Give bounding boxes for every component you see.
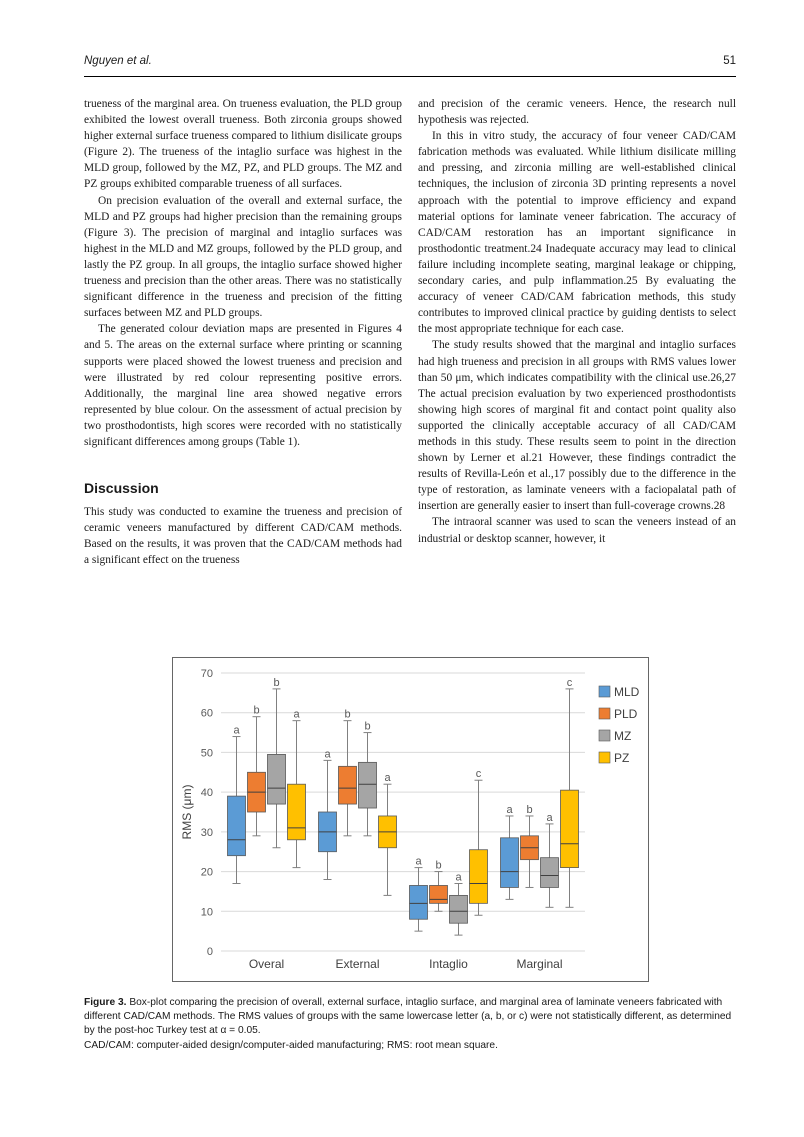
- running-header-author: Nguyen et al.: [84, 55, 152, 67]
- box: [450, 895, 468, 923]
- legend-swatch: [599, 686, 610, 697]
- significance-letter: c: [475, 768, 482, 781]
- left-column: [84, 96, 402, 569]
- x-category-label: Intaglio: [429, 957, 468, 971]
- significance-letter: b: [253, 704, 260, 717]
- y-tick-label: 0: [206, 946, 213, 958]
- x-category-label: External: [335, 957, 380, 971]
- y-tick-label: 40: [200, 787, 213, 800]
- significance-letter: b: [344, 708, 351, 721]
- body-paragraph: In this in vitro study, the accuracy of four veneer CAD/CAM fabrication methods was evaluated. While lithium disilicate milling and pressing, and zirconia milling are well-established clinical techniques, the inclusion of zirconia 3D printing represents a novel approach with the potential to improve efficiency and expand material options for laminate veneer fabrication. The accuracy of CAD/CAM restoration has an important significance in prosthodontic treatment.24 Inadequate accuracy may lead to clinical failure including incomplete seating, marginal leakage or chipping, secondary caries, and pulp inflammation.25 By evaluating the accuracy of veneer CAD/CAM fabrication methods, this study contributes to improved clinical practice by guiding dentists to select the most appropriate technique for each case.: [418, 130, 736, 336]
- significance-letter: a: [384, 772, 391, 785]
- legend-label: MZ: [614, 729, 632, 743]
- legend-label: PLD: [614, 707, 638, 721]
- legend-label: MLD: [614, 685, 640, 699]
- x-category-label: Marginal: [516, 957, 563, 971]
- box: [268, 754, 286, 804]
- page-number: 51: [723, 55, 736, 67]
- significance-letter: a: [293, 708, 300, 721]
- y-tick-label: 10: [200, 906, 213, 919]
- legend-swatch: [599, 752, 610, 763]
- significance-letter: b: [273, 676, 280, 689]
- significance-letter: a: [415, 855, 422, 868]
- y-tick-label: 70: [200, 668, 213, 680]
- box: [228, 796, 246, 856]
- box: [561, 790, 579, 867]
- significance-letter: c: [566, 676, 573, 689]
- discussion-heading: Discussion: [84, 480, 159, 497]
- box: [470, 850, 488, 904]
- y-tick-label: 20: [200, 866, 213, 879]
- body-paragraph: The study results showed that the marginal and intaglio surfaces had high trueness and precision in all groups with RMS values lower than 50 μm, which indicates compatibility with the clinical use.26,27 The actual precision evaluation by two experienced prosthodontists showing high scores of marginal fit and contact point quality also supported the clinically acceptable accuracy of all CAD/CAM methods in this study. These results seem to point in the direction shown by Lerner et al.21 However, these findings contradict the results of Revilla-León et al.,17 possibly due to the difference in the type of restoration, as laminate veneers with a faciopalatal path of insertion are generally easier to insert than full-coverage crowns.28: [418, 339, 736, 513]
- significance-letter: a: [324, 748, 331, 761]
- significance-letter: a: [233, 724, 240, 737]
- body-paragraph: The generated colour deviation maps are presented in Figures 4 and 5. The areas on the external surface where printing or scanning supports were placed showed the lowest trueness and precision and were illustrated by red colour representing positive errors. Additionally, the marginal line area showed negative errors represented by blue colour. On the assessment of actual precision by two prosthodontists, high scores were recorded with no statistically significant differences among groups (Table 1).: [84, 323, 402, 448]
- significance-letter: b: [526, 803, 533, 816]
- body-paragraph: This study was conducted to examine the trueness and precision of ceramic veneers manufactured by different CAD/CAM methods. Based on the results, it was proven that the CAD/CAM methods had a significant effect on the trueness: [84, 506, 402, 567]
- body-paragraph: and precision of the ceramic veneers. Hence, the research null hypothesis was rejected.: [418, 98, 736, 127]
- figure-3-boxplot: [172, 657, 649, 982]
- header-rule: [84, 76, 736, 77]
- caption-label: Figure 3.: [84, 997, 127, 1008]
- box: [339, 766, 357, 804]
- right-column: [418, 96, 736, 547]
- box: [541, 858, 559, 888]
- box: [359, 762, 377, 808]
- box: [410, 885, 428, 919]
- caption-text: Box-plot comparing the precision of overall, external surface, intaglio surface, and marginal area of laminate veneers fabricated with different CAD/CAM methods. The RMS values of groups with the same lowercase letter (a, b, or c) were not statistically different, as determined by the post-hoc Turkey test at α = 0.05.: [84, 997, 732, 1037]
- body-paragraph: The intraoral scanner was used to scan the veneers instead of an industrial or desktop scanner, however, it: [418, 516, 736, 545]
- caption-abbreviations: CAD/CAM: computer-aided design/computer-aided manufacturing; RMS: root mean square.: [84, 1039, 498, 1051]
- significance-letter: a: [506, 803, 513, 816]
- significance-letter: a: [546, 811, 553, 824]
- y-axis-label: RMS (μm): [180, 784, 194, 840]
- x-category-label: Overal: [248, 957, 285, 971]
- legend-swatch: [599, 708, 610, 719]
- significance-letter: b: [364, 720, 371, 733]
- body-paragraph: trueness of the marginal area. On trueness evaluation, the PLD group exhibited the lowest overall trueness. Both zirconia groups showed higher external surface trueness compared to lithium disilicate groups (Figure 2). The trueness of the intaglio surface was highest in the MLD group, followed by the MZ, PZ, and PLD groups. The MZ and PZ groups exhibited comparable trueness of all surfaces.: [84, 98, 402, 191]
- body-paragraph: On precision evaluation of the overall and external surface, the MLD and PZ groups had higher precision than the remaining groups (Figure 3). The precision of marginal and intaglio surfaces was highest in the MLD and MZ groups, followed by the PLD group, and lastly the PZ group. In all groups, the intaglio surface showed higher trueness and precision than the other areas. There was no statistically significant difference in the trueness and precision of the fitting surfaces between MZ and PLD groups.: [84, 194, 402, 320]
- box: [430, 885, 448, 903]
- figure-caption: [84, 996, 736, 1053]
- running-header: [84, 55, 736, 75]
- legend-label: PZ: [614, 751, 630, 765]
- significance-letter: b: [435, 859, 442, 872]
- y-tick-label: 50: [200, 747, 213, 760]
- boxplot-chart: [173, 658, 648, 981]
- legend-swatch: [599, 730, 610, 741]
- box: [501, 838, 519, 888]
- y-tick-label: 60: [200, 707, 213, 720]
- significance-letter: a: [455, 871, 462, 884]
- box: [288, 784, 306, 840]
- y-tick-label: 30: [200, 826, 213, 839]
